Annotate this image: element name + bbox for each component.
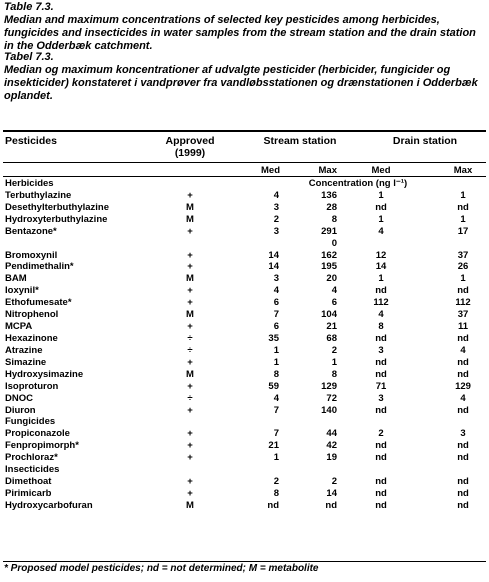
pesticide-name: Bromoxynil xyxy=(5,249,58,261)
pesticide-name: Bentazone* xyxy=(5,225,57,237)
stream-median: 3 xyxy=(273,201,279,213)
stream-median: 35 xyxy=(268,333,279,344)
pesticide-name: Hydroxyterbuthylazine xyxy=(5,213,108,225)
drain-median: nd xyxy=(375,499,387,511)
col-header-drain-station: Drain station xyxy=(392,135,458,147)
drain-max: 26 xyxy=(457,261,469,273)
stream-median: 21 xyxy=(268,440,279,452)
col-header-stream-station: Stream station xyxy=(263,135,337,147)
stream-median: 6 xyxy=(273,321,279,332)
table-row xyxy=(3,285,486,297)
section-heading: Insecticides xyxy=(5,464,60,476)
drain-max: 1 xyxy=(460,189,466,201)
stream-median: 8 xyxy=(273,487,279,499)
approved-status: M xyxy=(186,201,194,213)
approved-status: + xyxy=(187,356,193,368)
drain-median: 1 xyxy=(378,273,384,285)
approved-status: + xyxy=(187,249,193,261)
stream-max: 68 xyxy=(326,333,337,344)
approved-status: + xyxy=(187,321,193,332)
stream-max: 20 xyxy=(326,273,337,285)
caption-danish xyxy=(4,51,486,103)
approved-status: ÷ xyxy=(187,333,193,344)
approved-status: + xyxy=(187,261,193,273)
table-row xyxy=(3,440,486,452)
drain-median: 3 xyxy=(378,344,384,356)
table-row xyxy=(3,273,486,285)
drain-max: nd xyxy=(457,356,469,368)
table-bottom-rule xyxy=(3,561,486,562)
drain-median: 3 xyxy=(378,392,384,404)
approved-status: M xyxy=(186,368,194,380)
stream-median: 1 xyxy=(273,356,279,368)
pesticide-name: Ethofumesate* xyxy=(5,297,72,309)
pesticide-name: Prochloraz* xyxy=(5,452,58,464)
drain-median: 4 xyxy=(378,225,384,237)
stream-max: 14 xyxy=(326,487,337,499)
subheader-stream-max: Max xyxy=(318,165,337,176)
drain-median: 8 xyxy=(378,321,384,332)
stream-max: 72 xyxy=(326,392,337,404)
drain-median: 12 xyxy=(375,249,387,261)
stream-max: 44 xyxy=(326,428,337,440)
pesticide-name: Fenpropimorph* xyxy=(5,440,79,452)
table-row xyxy=(3,226,486,238)
stream-median: 3 xyxy=(273,273,279,285)
drain-max: 11 xyxy=(457,321,469,332)
stream-median: 1 xyxy=(273,452,279,464)
approved-status: M xyxy=(186,499,194,511)
pesticide-name: Pirimicarb xyxy=(5,487,52,499)
approved-status: + xyxy=(187,487,193,499)
caption-danish-label: Tabel 7.3. xyxy=(4,51,54,63)
caption-danish-text: Median og maximum koncentrationer af udvalgte pesticider (herbicider, fungicider og insekticider) konstateret i vandprøver fra vandløbsstationen og drænstationen i Odderbæk oplandet. xyxy=(4,64,478,102)
table-row xyxy=(3,214,486,226)
pesticide-name: Dimethoat xyxy=(5,476,52,487)
stream-max: 136 xyxy=(321,189,337,201)
table-row xyxy=(3,488,486,500)
stream-median: 7 xyxy=(273,404,279,416)
approved-status: + xyxy=(187,189,193,201)
stream-max: 6 xyxy=(331,297,337,309)
stream-median: 14 xyxy=(268,261,279,273)
drain-max: nd xyxy=(457,440,469,452)
table-row xyxy=(3,405,486,417)
table-row xyxy=(3,452,486,464)
pesticide-name: DNOC xyxy=(5,392,33,404)
table-row xyxy=(3,357,486,369)
approved-status: M xyxy=(186,309,194,321)
pesticide-name: Diuron xyxy=(5,404,36,416)
table-row xyxy=(3,250,486,262)
drain-max: 37 xyxy=(457,249,469,261)
header-rule xyxy=(3,162,486,163)
caption-english-text: Median and maximum concentrations of selected key pesticides among herbicides, fungicides and insecticides in water samples from the stream station and the drain station in the Odderbæk catchment. xyxy=(4,14,476,52)
drain-max: 4 xyxy=(460,392,466,404)
stream-max: nd xyxy=(325,499,337,511)
drain-median: 1 xyxy=(378,189,384,201)
stream-median: 7 xyxy=(273,428,279,440)
approved-status: + xyxy=(187,440,193,452)
table-row xyxy=(3,202,486,214)
drain-max: 1 xyxy=(460,213,466,225)
drain-max: nd xyxy=(457,404,469,416)
stream-median: 7 xyxy=(273,309,279,321)
table-row xyxy=(3,309,486,321)
drain-median: 71 xyxy=(375,380,387,392)
drain-median: nd xyxy=(375,201,387,213)
section-row xyxy=(3,416,486,428)
stream-max: 1 xyxy=(331,356,337,368)
approved-status: + xyxy=(187,285,193,297)
approved-status: + xyxy=(187,225,193,237)
section-row xyxy=(3,464,486,476)
table-row xyxy=(3,297,486,309)
concentration-unit-label: Concentration (ng l⁻¹) xyxy=(308,178,408,189)
caption-english xyxy=(4,1,486,53)
stream-median: 8 xyxy=(273,368,279,380)
table-row xyxy=(3,428,486,440)
table-row xyxy=(3,393,486,405)
table-row xyxy=(3,333,486,345)
drain-median: nd xyxy=(375,487,387,499)
approved-status: ÷ xyxy=(187,344,193,356)
section-heading: Herbicides xyxy=(5,178,54,189)
table-footnote: * Proposed model pesticides; nd = not determined; M = metabolite xyxy=(4,563,319,574)
subheader-rule xyxy=(3,176,486,177)
table-row xyxy=(3,238,486,250)
stream-max: 4 xyxy=(331,285,337,297)
drain-max: nd xyxy=(457,499,469,511)
drain-max: nd xyxy=(457,487,469,499)
stream-max: 162 xyxy=(321,249,337,261)
subheader-drain-med: Med xyxy=(371,165,391,176)
drain-median: nd xyxy=(375,476,387,487)
pesticide-name: Terbuthylazine xyxy=(5,189,72,201)
approved-status: ÷ xyxy=(187,392,193,404)
drain-max: nd xyxy=(457,476,469,487)
pesticide-name: Nitrophenol xyxy=(5,309,59,321)
drain-median: 2 xyxy=(378,428,384,440)
drain-max: 1 xyxy=(460,273,466,285)
drain-max: 17 xyxy=(457,225,469,237)
drain-median: 4 xyxy=(378,309,384,321)
table-row xyxy=(3,190,486,202)
pesticide-name: Isoproturon xyxy=(5,380,59,392)
pesticide-name: Propiconazole xyxy=(5,428,70,440)
approved-status: + xyxy=(187,428,193,440)
approved-status: + xyxy=(187,297,193,309)
pesticide-name: Ioxynil* xyxy=(5,285,39,297)
caption-english-label: Table 7.3. xyxy=(4,1,54,13)
stream-max: 129 xyxy=(321,380,337,392)
stream-max: 291 xyxy=(321,225,337,237)
table-row xyxy=(3,345,486,357)
drain-max: nd xyxy=(457,368,469,380)
stream-max: 19 xyxy=(326,452,337,464)
stream-median: 2 xyxy=(273,476,279,487)
stream-median: 14 xyxy=(268,249,279,261)
stream-median: 2 xyxy=(273,213,279,225)
pesticide-name: Desethylterbuthylazine xyxy=(5,201,109,213)
drain-median: nd xyxy=(375,368,387,380)
stream-median: 3 xyxy=(273,225,279,237)
drain-median: nd xyxy=(375,356,387,368)
pesticide-name: Pendimethalin* xyxy=(5,261,74,273)
pesticide-name: Hydroxycarbofuran xyxy=(5,499,93,511)
drain-max: nd xyxy=(457,452,469,464)
stream-max: 28 xyxy=(326,201,337,213)
stream-max: 140 xyxy=(321,404,337,416)
drain-median: nd xyxy=(375,452,387,464)
stream-max: 8 xyxy=(331,213,337,225)
drain-median: nd xyxy=(375,285,387,297)
pesticide-name: Simazine xyxy=(5,356,47,368)
stream-median: 59 xyxy=(268,380,279,392)
stream-median: 1 xyxy=(273,344,279,356)
approved-status: + xyxy=(187,476,193,487)
approved-status: + xyxy=(187,452,193,464)
col-header-approved-year: (1999) xyxy=(174,147,206,159)
drain-median: nd xyxy=(375,333,387,344)
drain-median: 1 xyxy=(378,213,384,225)
pesticide-name: BAM xyxy=(5,273,27,285)
pesticide-name: Hydroxysimazine xyxy=(5,368,84,380)
drain-max: nd xyxy=(457,201,469,213)
approved-status: M xyxy=(186,273,194,285)
drain-max: 37 xyxy=(457,309,469,321)
subheader-drain-max: Max xyxy=(453,165,473,176)
drain-median: nd xyxy=(375,404,387,416)
stream-max: 104 xyxy=(321,309,337,321)
section-heading: Fungicides xyxy=(5,416,56,428)
table-row xyxy=(3,476,486,488)
table-row xyxy=(3,369,486,381)
drain-max: nd xyxy=(457,333,469,344)
stream-max: 0 xyxy=(331,237,337,249)
table-row xyxy=(3,261,486,273)
drain-max: 4 xyxy=(460,344,466,356)
drain-median: nd xyxy=(375,440,387,452)
drain-median: 14 xyxy=(375,261,387,273)
stream-median: 6 xyxy=(273,297,279,309)
pesticide-name: Hexazinone xyxy=(5,333,58,344)
table-row xyxy=(3,500,486,512)
stream-max: 42 xyxy=(326,440,337,452)
stream-max: 195 xyxy=(321,261,337,273)
drain-max: 129 xyxy=(455,380,471,392)
approved-status: + xyxy=(187,404,193,416)
subheader-stream-med: Med xyxy=(261,165,280,176)
stream-max: 2 xyxy=(331,476,337,487)
table-top-rule xyxy=(3,130,486,132)
pesticide-name: Atrazine xyxy=(5,344,43,356)
pesticide-name: MCPA xyxy=(5,321,33,332)
table-row xyxy=(3,321,486,333)
drain-max: 112 xyxy=(455,297,471,309)
stream-median: 4 xyxy=(273,285,279,297)
stream-median: 4 xyxy=(273,189,279,201)
stream-max: 8 xyxy=(331,368,337,380)
stream-max: 2 xyxy=(331,344,337,356)
section-row xyxy=(3,178,486,190)
table-row xyxy=(3,381,486,393)
col-header-pesticides: Pesticides xyxy=(5,135,57,147)
stream-median: 4 xyxy=(273,392,279,404)
stream-median: nd xyxy=(267,499,279,511)
col-header-approved: Approved xyxy=(165,135,215,147)
drain-max: nd xyxy=(457,285,469,297)
stream-max: 21 xyxy=(326,321,337,332)
drain-max: 3 xyxy=(460,428,466,440)
approved-status: M xyxy=(186,213,194,225)
drain-median: 112 xyxy=(373,297,389,309)
approved-status: + xyxy=(187,380,193,392)
